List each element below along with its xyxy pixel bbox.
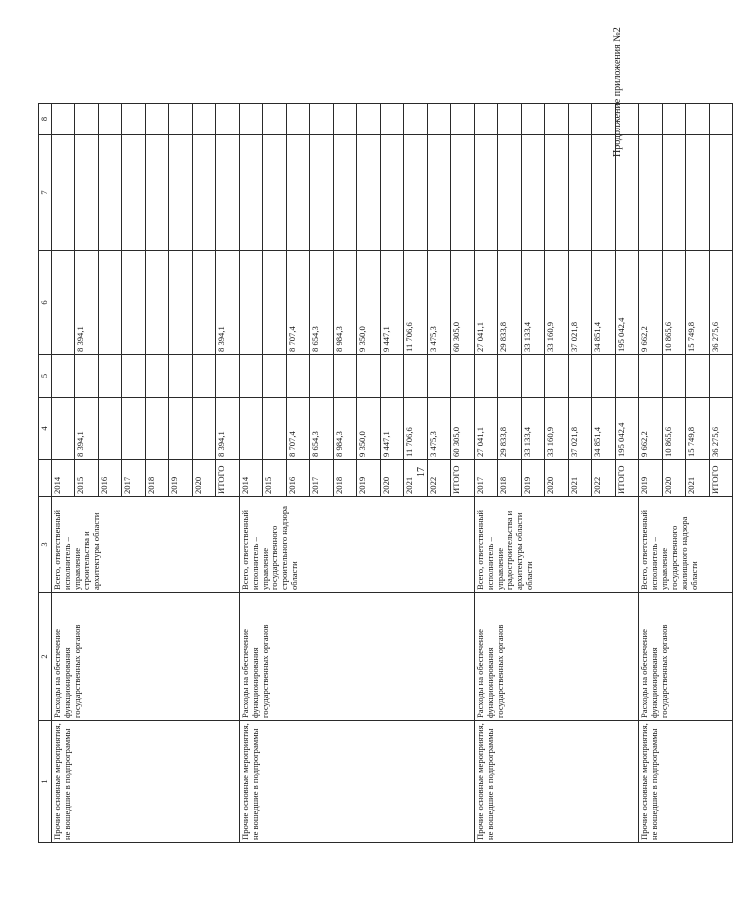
col7-cell (662, 135, 686, 251)
col5-cell (192, 355, 216, 398)
regional-budget-cell: 33 160,9 (545, 251, 569, 355)
col8-cell (145, 104, 169, 135)
total-value-cell: 10 865,6 (662, 398, 686, 460)
regional-budget-cell (239, 251, 263, 355)
regional-budget-cell: 29 833,8 (498, 251, 522, 355)
table-row (239, 104, 263, 843)
col5-cell (310, 355, 334, 398)
executor-cell: Всего, ответственный исполнитель – управление строительства и архитектуры области (51, 497, 239, 593)
regional-budget-cell: 34 851,4 (592, 251, 616, 355)
total-value-cell: 33 160,9 (545, 398, 569, 460)
col7-cell (592, 135, 616, 251)
col5-cell (662, 355, 686, 398)
col5-cell (263, 355, 287, 398)
total-value-cell: 37 021,8 (568, 398, 592, 460)
year-cell: 2021 (568, 460, 592, 497)
col-number-2: 2 (39, 593, 52, 721)
regional-budget-cell: 8 654,3 (310, 251, 334, 355)
col8-cell (639, 104, 663, 135)
col5-cell (145, 355, 169, 398)
year-cell: 2020 (192, 460, 216, 497)
total-value-cell: 15 749,8 (686, 398, 710, 460)
col7-cell (427, 135, 451, 251)
col5-cell (592, 355, 616, 398)
col8-cell (451, 104, 475, 135)
purpose-cell: Расходы на обеспечение функционирования государственных органов (239, 593, 474, 721)
total-value-cell: 9 350,0 (357, 398, 381, 460)
col5-cell (474, 355, 498, 398)
table-row (474, 104, 498, 843)
col7-cell (263, 135, 287, 251)
year-cell: ИТОГО (709, 460, 733, 497)
col8-cell (568, 104, 592, 135)
year-cell: ИТОГО (615, 460, 639, 497)
col8-cell (239, 104, 263, 135)
col8-cell (380, 104, 404, 135)
col7-cell (686, 135, 710, 251)
year-cell: 2019 (357, 460, 381, 497)
col7-cell (286, 135, 310, 251)
col5-cell (75, 355, 99, 398)
appendix-caption: Продолжение приложения №2 (612, 27, 623, 157)
col8-cell (51, 104, 75, 135)
col8-cell (404, 104, 428, 135)
col8-cell (122, 104, 146, 135)
regional-budget-cell (145, 251, 169, 355)
total-value-cell (145, 398, 169, 460)
year-cell: 2019 (169, 460, 193, 497)
total-value-cell: 34 851,4 (592, 398, 616, 460)
total-value-cell: 11 706,6 (404, 398, 428, 460)
col5-cell (169, 355, 193, 398)
col7-cell (357, 135, 381, 251)
year-cell: 2020 (380, 460, 404, 497)
col5-cell (521, 355, 545, 398)
col7-cell (333, 135, 357, 251)
event-cell: Прочие основные мероприятия, не вошедшие в подпрограммы (239, 721, 474, 843)
year-cell: 2014 (51, 460, 75, 497)
col-number-5: 5 (39, 355, 52, 398)
regional-budget-cell: 9 662,2 (639, 251, 663, 355)
col7-cell (615, 135, 639, 251)
total-value-cell (51, 398, 75, 460)
purpose-cell: Расходы на обеспечение функционирования государственных органов (51, 593, 239, 721)
col8-cell (357, 104, 381, 135)
col7-cell (51, 135, 75, 251)
total-value-cell: 60 305,0 (451, 398, 475, 460)
regional-budget-cell (192, 251, 216, 355)
executor-cell: Всего, ответственный исполнитель – управление градостроительства и архитектуры области области (474, 497, 639, 593)
year-cell: 2016 (286, 460, 310, 497)
col5-cell (404, 355, 428, 398)
regional-budget-cell: 11 706,6 (404, 251, 428, 355)
total-value-cell (192, 398, 216, 460)
year-cell: 2018 (333, 460, 357, 497)
col-number-7: 7 (39, 135, 52, 251)
table-body (39, 104, 733, 843)
event-cell: Прочие основные мероприятия, не вошедшие в подпрограммы (639, 721, 733, 843)
regional-budget-cell: 37 021,8 (568, 251, 592, 355)
col7-cell (474, 135, 498, 251)
year-cell: 2014 (239, 460, 263, 497)
table-row (639, 104, 663, 843)
regional-budget-cell: 9 350,0 (357, 251, 381, 355)
year-cell: 2017 (122, 460, 146, 497)
col5-cell (545, 355, 569, 398)
col5-cell (216, 355, 240, 398)
regional-budget-cell: 8 707,4 (286, 251, 310, 355)
col8-cell (169, 104, 193, 135)
col7-cell (310, 135, 334, 251)
column-number-row (39, 104, 52, 843)
year-cell: 2019 (639, 460, 663, 497)
total-value-cell (263, 398, 287, 460)
col5-cell (686, 355, 710, 398)
total-value-cell: 195 042,4 (615, 398, 639, 460)
regional-budget-cell: 33 133,4 (521, 251, 545, 355)
col8-cell (427, 104, 451, 135)
col5-cell (357, 355, 381, 398)
col7-cell (380, 135, 404, 251)
col7-cell (216, 135, 240, 251)
total-value-cell (239, 398, 263, 460)
regional-budget-cell (98, 251, 122, 355)
regional-budget-cell (169, 251, 193, 355)
col7-cell (498, 135, 522, 251)
col5-cell (709, 355, 733, 398)
col7-cell (545, 135, 569, 251)
year-cell: 2022 (592, 460, 616, 497)
event-cell: Прочие основные мероприятия, не вошедшие в подпрограммы (474, 721, 639, 843)
year-cell: 2016 (98, 460, 122, 497)
col5-cell (98, 355, 122, 398)
total-value-cell: 9 662,2 (639, 398, 663, 460)
col8-cell (474, 104, 498, 135)
total-value-cell: 33 133,4 (521, 398, 545, 460)
col5-cell (51, 355, 75, 398)
total-value-cell: 8 707,4 (286, 398, 310, 460)
col7-cell (451, 135, 475, 251)
col8-cell (521, 104, 545, 135)
executor-cell: Всего, ответственный исполнитель – управление государственного жилищного надзора области (639, 497, 733, 593)
col5-cell (639, 355, 663, 398)
total-value-cell: 27 041,1 (474, 398, 498, 460)
col7-cell (709, 135, 733, 251)
col8-cell (592, 104, 616, 135)
col8-cell (192, 104, 216, 135)
year-cell: 2019 (521, 460, 545, 497)
col-number-8: 8 (39, 104, 52, 135)
regional-budget-cell: 27 041,1 (474, 251, 498, 355)
col8-cell (263, 104, 287, 135)
col7-cell (192, 135, 216, 251)
col5-cell (427, 355, 451, 398)
regional-budget-cell: 8 394,1 (75, 251, 99, 355)
regional-budget-cell: 8 984,3 (333, 251, 357, 355)
col5-cell (498, 355, 522, 398)
regional-budget-cell: 15 749,8 (686, 251, 710, 355)
col7-cell (145, 135, 169, 251)
col-number-3: 3 (39, 497, 52, 593)
year-cell: 2017 (310, 460, 334, 497)
col-number-4: 4 (39, 398, 52, 460)
year-cell: ИТОГО (216, 460, 240, 497)
year-cell: ИТОГО (451, 460, 475, 497)
purpose-cell: Расходы на обеспечение функционирования государственных органов (639, 593, 733, 721)
total-value-cell: 36 275,6 (709, 398, 733, 460)
total-value-cell: 8 394,1 (216, 398, 240, 460)
col7-cell (75, 135, 99, 251)
col8-cell (98, 104, 122, 135)
regional-budget-cell: 60 305,0 (451, 251, 475, 355)
total-value-cell (122, 398, 146, 460)
col7-cell (639, 135, 663, 251)
year-cell: 2021 (404, 460, 428, 497)
total-value-cell: 9 447,1 (380, 398, 404, 460)
col8-cell (498, 104, 522, 135)
regional-budget-cell (51, 251, 75, 355)
col8-cell (216, 104, 240, 135)
purpose-cell: Расходы на обеспечение функционирования государственных органов (474, 593, 639, 721)
page-number: 17 (416, 467, 427, 477)
col8-cell (709, 104, 733, 135)
total-value-cell (98, 398, 122, 460)
col8-cell (686, 104, 710, 135)
col8-cell (615, 104, 639, 135)
year-cell: 2020 (662, 460, 686, 497)
year-cell: 2018 (145, 460, 169, 497)
col5-cell (239, 355, 263, 398)
year-cell: 2015 (263, 460, 287, 497)
year-cell: 2018 (498, 460, 522, 497)
year-cell: 2017 (474, 460, 498, 497)
year-cell: 2020 (545, 460, 569, 497)
total-value-cell: 3 475,3 (427, 398, 451, 460)
col5-cell (122, 355, 146, 398)
total-value-cell (169, 398, 193, 460)
regional-budget-cell (263, 251, 287, 355)
table-row (51, 104, 75, 843)
col7-cell (98, 135, 122, 251)
col-number-6: 6 (39, 251, 52, 355)
executor-cell: Всего, ответственный исполнитель – управление государственного строительного надзора области (239, 497, 474, 593)
regional-budget-cell: 195 042,4 (615, 251, 639, 355)
regional-budget-cell: 10 865,6 (662, 251, 686, 355)
regional-budget-cell: 8 394,1 (216, 251, 240, 355)
col5-cell (615, 355, 639, 398)
col8-cell (662, 104, 686, 135)
budget-table (38, 103, 733, 843)
year-cell: 2015 (75, 460, 99, 497)
col8-cell (333, 104, 357, 135)
event-cell: Прочие основные мероприятия, не вошедшие в подпрограммы (51, 721, 239, 843)
col5-cell (333, 355, 357, 398)
col7-cell (521, 135, 545, 251)
col7-cell (568, 135, 592, 251)
year-cell: 2022 (427, 460, 451, 497)
regional-budget-cell: 36 275,6 (709, 251, 733, 355)
col8-cell (75, 104, 99, 135)
total-value-cell: 29 833,8 (498, 398, 522, 460)
col8-cell (310, 104, 334, 135)
regional-budget-cell (122, 251, 146, 355)
col5-cell (451, 355, 475, 398)
col5-cell (568, 355, 592, 398)
col7-cell (404, 135, 428, 251)
year-cell: 2021 (686, 460, 710, 497)
total-value-cell: 8 984,3 (333, 398, 357, 460)
regional-budget-cell: 9 447,1 (380, 251, 404, 355)
col5-cell (286, 355, 310, 398)
regional-budget-cell: 3 475,3 (427, 251, 451, 355)
col7-cell (239, 135, 263, 251)
col7-cell (122, 135, 146, 251)
col-number-1: 1 (39, 721, 52, 843)
col8-cell (545, 104, 569, 135)
col7-cell (169, 135, 193, 251)
total-value-cell: 8 654,3 (310, 398, 334, 460)
col8-cell (286, 104, 310, 135)
col5-cell (380, 355, 404, 398)
total-value-cell: 8 394,1 (75, 398, 99, 460)
col-number-year (39, 460, 52, 497)
